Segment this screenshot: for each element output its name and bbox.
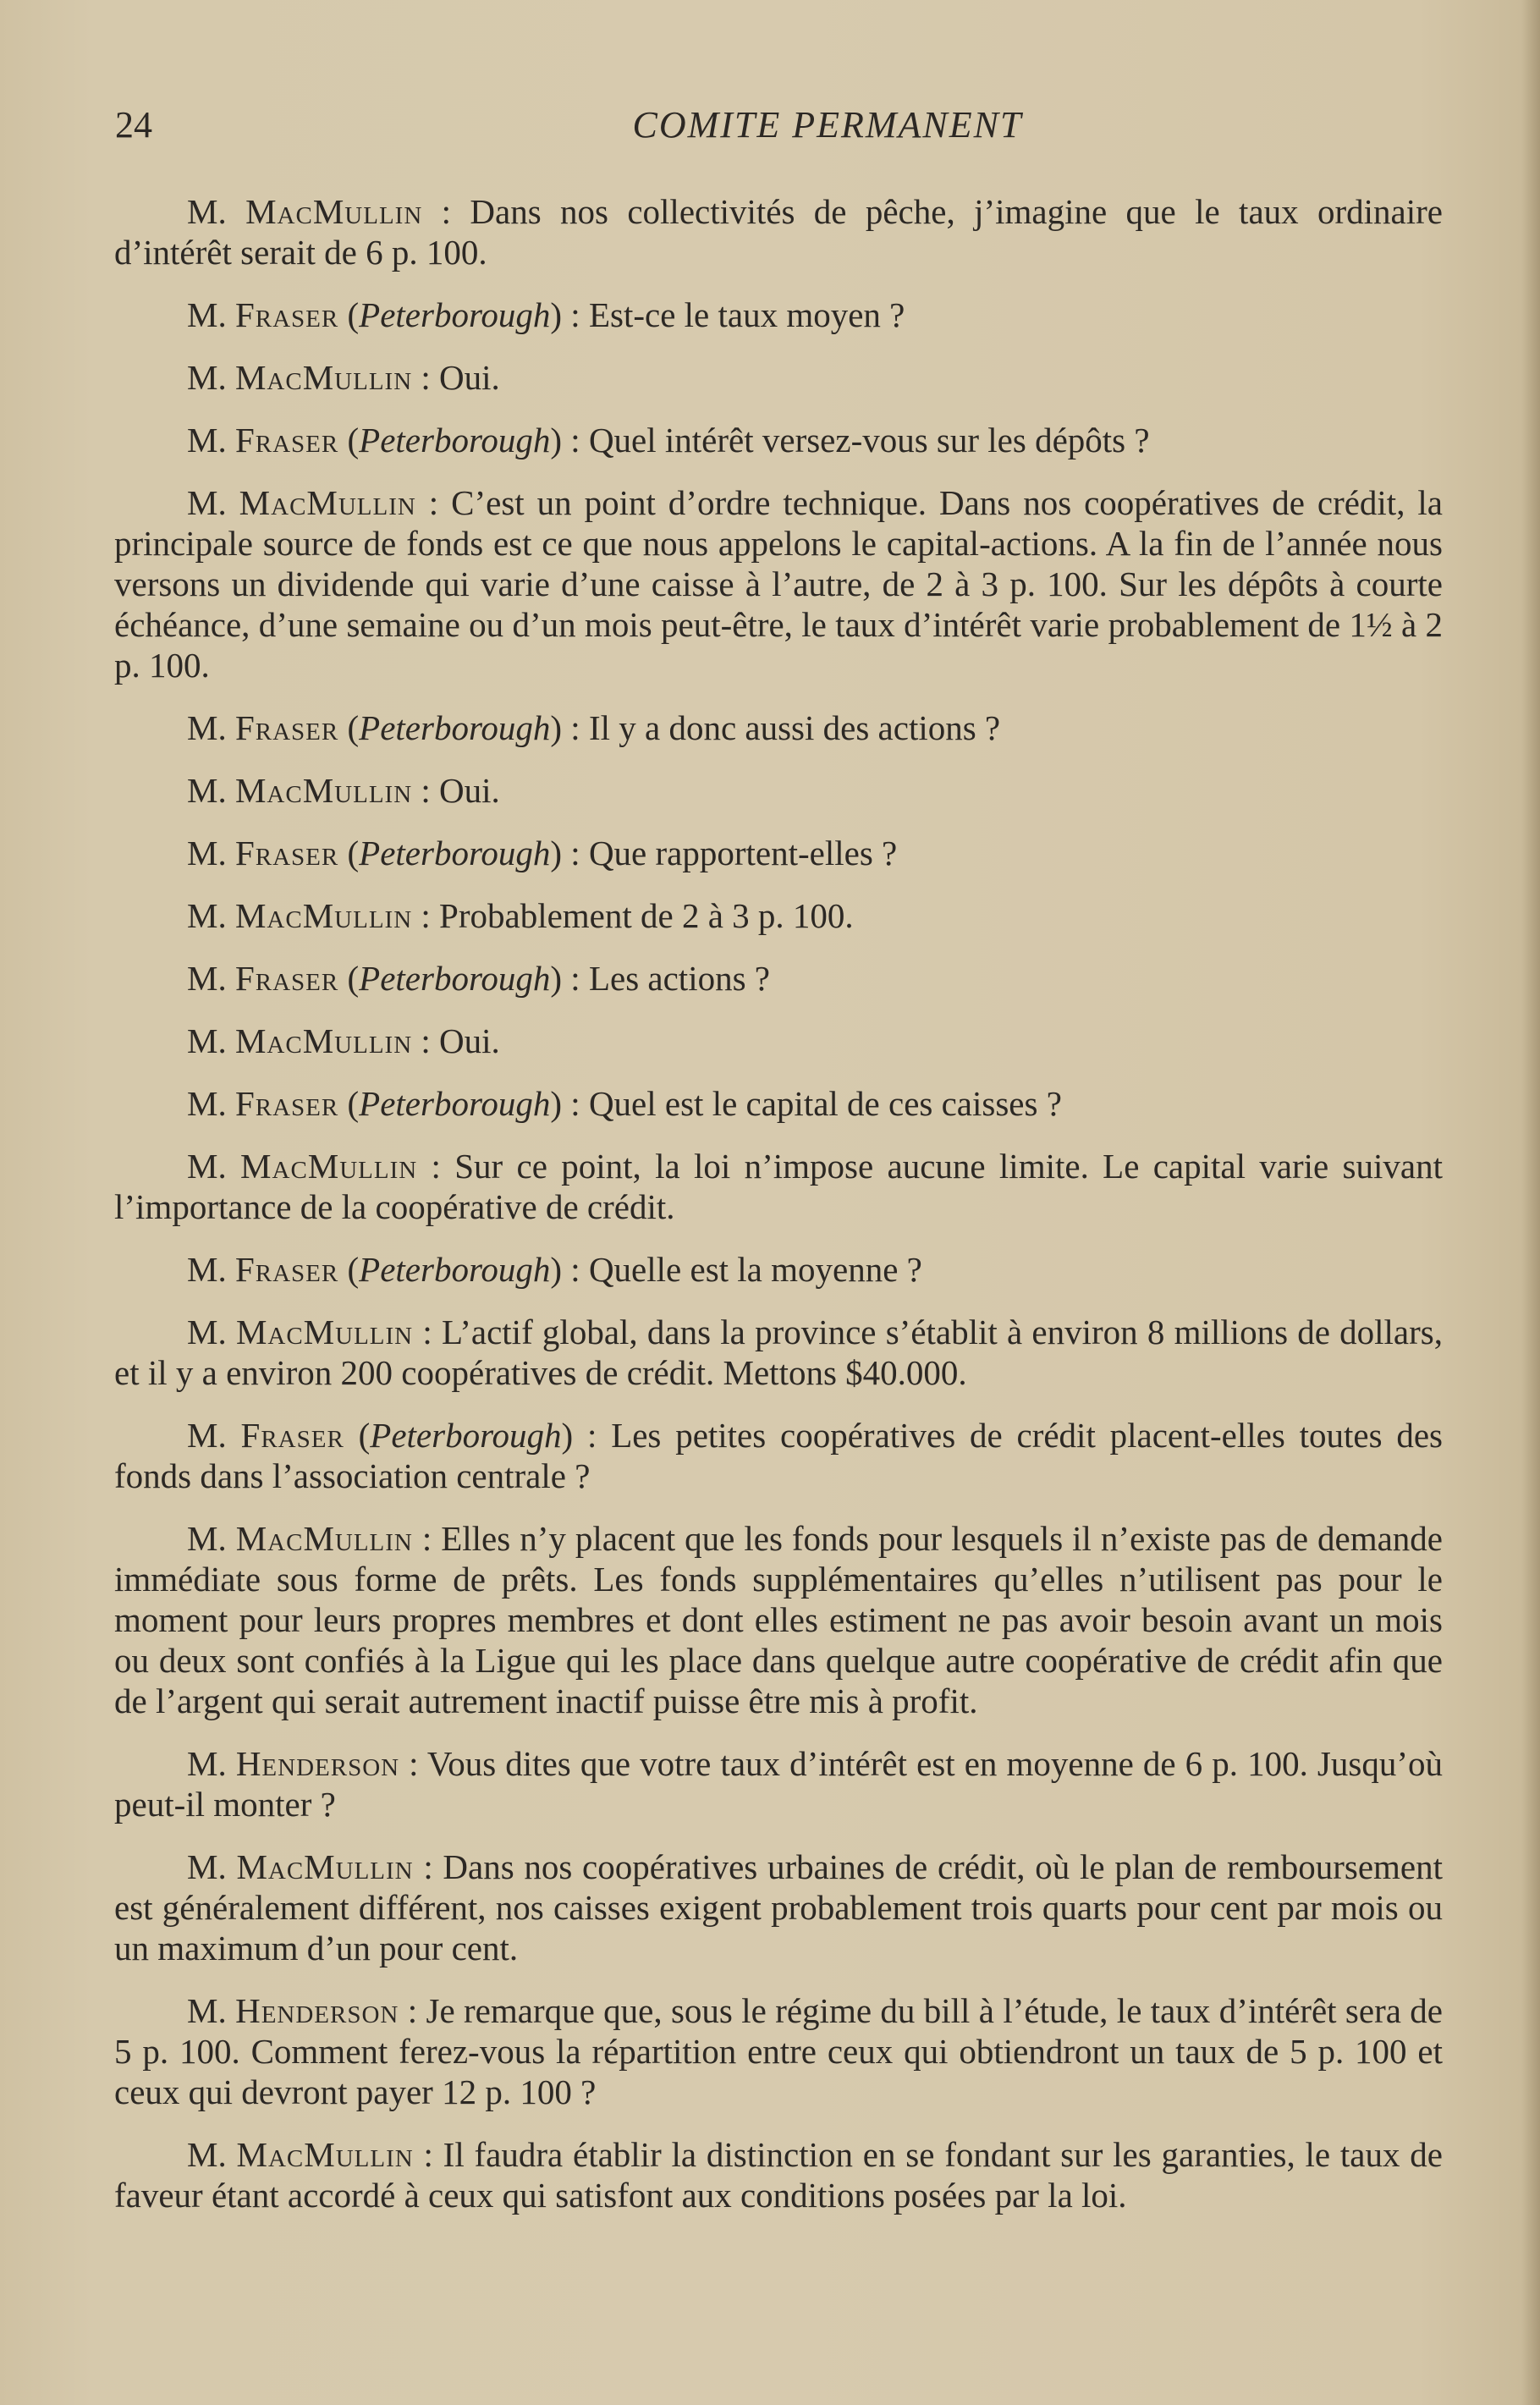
speaker-riding: Peterborough <box>359 421 551 460</box>
transcript-paragraph: M. Fraser (Peterborough) : Est-ce le taux moyen ? <box>187 295 905 334</box>
speaker-title: M. <box>187 1313 227 1351</box>
speech-text: Il y a donc aussi des actions ? <box>588 708 1001 747</box>
speaker-separator: : <box>562 708 589 747</box>
speaker-name: Fraser <box>234 1084 339 1123</box>
speaker-name: MacMullin <box>235 1519 413 1558</box>
speaker-separator: : <box>413 2135 443 2174</box>
transcript-paragraph <box>114 1846 1443 1968</box>
speaker-title: M. <box>187 1084 227 1123</box>
speech-text: Quel intérêt versez-vous sur les dépôts ? <box>588 421 1150 460</box>
speech-text: L’actif global, dans la province s’établit à environ 8 millions de dollars, et il y a environ 200 coopératives de crédit. Mettons $40.000. <box>114 1313 1443 1392</box>
speech-text: Dans nos coopératives urbaines de crédit, où le plan de remboursement est généralement différent, nos caisses exigent probablement trois quarts pour cent par mois ou un maximum d’un pour cent. <box>114 1847 1443 1967</box>
transcript-paragraph <box>114 2134 1443 2215</box>
speaker-title: M. <box>187 1519 227 1558</box>
speaker-separator: : <box>399 1991 426 2030</box>
speaker-name: MacMullin <box>236 1847 414 1886</box>
speaker-name: MacMullin <box>234 358 413 397</box>
speaker-name: Fraser <box>234 959 339 998</box>
speech-text: Oui. <box>439 1021 500 1060</box>
running-title: COMITE PERMANENT <box>632 104 1023 146</box>
speaker-separator: : <box>412 896 440 935</box>
speech-text: Oui. <box>439 358 500 397</box>
speaker-name: Fraser <box>234 421 339 460</box>
speaker-title: M. <box>187 1744 227 1783</box>
speaker-name: Fraser <box>234 708 339 747</box>
speaker-title: M. <box>187 1847 227 1886</box>
speaker-title: M. <box>187 1250 227 1289</box>
speaker-name: MacMullin <box>240 1147 418 1186</box>
transcript-paragraph: M. Fraser (Peterborough) : Que rapportent-elles ? <box>187 834 898 872</box>
speaker-separator: : <box>413 1847 443 1886</box>
speaker-separator: : <box>412 1021 440 1060</box>
speaker-title: M. <box>187 959 227 998</box>
speaker-separator: : <box>422 192 470 231</box>
speaker-title: M. <box>187 771 227 810</box>
speech-text: Il faudra établir la distinction en se fondant sur les garanties, le taux de faveur étant accordé à ceux qui satisfont aux conditions posées par la loi. <box>114 2135 1443 2215</box>
transcript-paragraph <box>114 895 1443 936</box>
speech-text: Sur ce point, la loi n’impose aucune limite. Le capital varie suivant l’importance de la coopérative de crédit. <box>114 1147 1443 1226</box>
speaker-separator: : <box>399 1744 427 1783</box>
transcript-body <box>114 191 1443 2237</box>
transcript-paragraph: M. Fraser (Peterborough) : Les petites coopératives de crédit placent-elles toutes des fonds dans l’association centrale ? <box>114 1416 1444 1495</box>
speaker-separator: : <box>573 1416 612 1455</box>
speech-text: Les actions ? <box>588 959 770 998</box>
page-edge-shadow <box>1521 0 1540 2405</box>
speaker-separator: : <box>562 1084 589 1123</box>
speech-text: Je remarque que, sous le régime du bill à l’étude, le taux d’intérêt sera de 5 p. 100. Comment ferez-vous la répartition entre ceux qui obtiendront un taux de 5 p. 100 et ceux qui devront payer 12 p. 100 ? <box>114 1991 1444 2111</box>
speaker-title: M. <box>187 421 227 460</box>
speaker-separator: : <box>417 1147 455 1186</box>
running-head <box>115 103 1438 154</box>
speaker-title: M. <box>187 896 227 935</box>
speaker-title: M. <box>187 1991 227 2030</box>
transcript-paragraph <box>114 357 1443 398</box>
speech-text: Que rapportent-elles ? <box>588 834 898 872</box>
transcript-paragraph <box>114 191 1443 272</box>
transcript-paragraph: M. Fraser (Peterborough) : Quelle est la moyenne ? <box>187 1250 922 1289</box>
page-number: 24 <box>115 104 152 146</box>
transcript-paragraph <box>114 1146 1443 1227</box>
speaker-separator: : <box>412 1519 442 1558</box>
speaker-name: Fraser <box>234 834 339 872</box>
speaker-riding: Peterborough <box>359 1084 551 1123</box>
transcript-paragraph <box>114 1518 1443 1721</box>
speech-text: C’est un point d’ordre technique. Dans nos coopératives de crédit, la principale source de fonds est ce que nous appelons le capital-actions. A la fin de l’année nous versons un dividende qui varie d’une caisse à l’autre, de 2 à 3 p. 100. Sur les dépôts à courte échéance, d’une semaine ou d’un mois peut-être, le taux d’intérêt varie probablement de 1½ à 2 p. 100. <box>114 483 1443 685</box>
speaker-name: Fraser <box>234 295 339 334</box>
transcript-paragraph <box>114 1743 1443 1824</box>
speech-text: Oui. <box>439 771 500 810</box>
speaker-name: MacMullin <box>234 896 413 935</box>
speaker-name: MacMullin <box>234 1021 413 1060</box>
speech-text: Quelle est la moyenne ? <box>588 1250 922 1289</box>
speaker-title: M. <box>187 1147 227 1186</box>
transcript-paragraph: M. Fraser (Peterborough) : Il y a donc aussi des actions ? <box>187 708 1001 747</box>
speaker-title: M. <box>187 1416 227 1455</box>
speaker-riding: Peterborough <box>359 959 551 998</box>
speaker-title: M. <box>187 295 227 334</box>
speaker-separator: : <box>413 1313 442 1351</box>
speaker-title: M. <box>187 1021 227 1060</box>
speech-text: Vous dites que votre taux d’intérêt est en moyenne de 6 p. 100. Jusqu’où peut-il monter ? <box>114 1744 1443 1824</box>
speaker-title: M. <box>187 192 227 231</box>
speaker-name: MacMullin <box>236 2135 414 2174</box>
speaker-separator: : <box>412 358 440 397</box>
speaker-name: Henderson <box>235 1744 400 1783</box>
transcript-paragraph: M. Fraser (Peterborough) : Quel intérêt versez-vous sur les dépôts ? <box>187 421 1150 460</box>
speaker-title: M. <box>187 483 227 522</box>
speaker-riding: Peterborough <box>359 1250 551 1289</box>
speaker-name: MacMullin <box>245 192 423 231</box>
speaker-separator: : <box>562 959 589 998</box>
speaker-separator: : <box>412 771 440 810</box>
transcript-paragraph <box>114 1990 1443 2112</box>
speaker-name: Fraser <box>234 1250 339 1289</box>
transcript-paragraph: M. Fraser (Peterborough) : Les actions ? <box>187 959 770 998</box>
speech-text: Quel est le capital de ces caisses ? <box>588 1084 1062 1123</box>
speaker-name: Fraser <box>240 1416 344 1455</box>
speaker-name: MacMullin <box>235 1313 414 1351</box>
speech-text: Elles n’y placent que les fonds pour lesquels il n’existe pas de demande immédiate sous forme de prêts. Les fonds supplémentaires qu’elles n’utilisent pas pour le moment pour leurs propres membres et dont elles estiment ne pas avoir besoin avant un mois ou deux sont confiés à la Ligue qui les place dans quelque autre coopérative de crédit afin que de l’argent qui serait autrement inactif puisse être mis à profit. <box>114 1519 1443 1720</box>
speaker-riding: Peterborough <box>359 708 551 747</box>
transcript-paragraph <box>114 770 1443 811</box>
speech-text: Probablement de 2 à 3 p. 100. <box>439 896 854 935</box>
speech-text: Est-ce le taux moyen ? <box>588 295 905 334</box>
speaker-riding: Peterborough <box>359 295 551 334</box>
transcript-paragraph: M. Fraser (Peterborough) : Quel est le capital de ces caisses ? <box>187 1084 1062 1123</box>
speaker-separator: : <box>562 421 589 460</box>
transcript-paragraph <box>114 482 1443 685</box>
speaker-riding: Peterborough <box>359 834 551 872</box>
speaker-separator: : <box>562 1250 589 1289</box>
speaker-name: MacMullin <box>234 771 413 810</box>
speech-text: Les petites coopératives de crédit placent-elles toutes des fonds dans l’association centrale ? <box>114 1416 1444 1495</box>
speaker-title: M. <box>187 834 227 872</box>
speaker-title: M. <box>187 358 227 397</box>
speaker-name: MacMullin <box>239 483 416 522</box>
speech-text: Dans nos collectivités de pêche, j’imagine que le taux ordinaire d’intérêt serait de 6 p. 100. <box>114 192 1443 272</box>
speaker-riding: Peterborough <box>370 1416 562 1455</box>
speaker-name: Henderson <box>235 1991 399 2030</box>
transcript-paragraph <box>114 1021 1443 1061</box>
speaker-separator: : <box>415 483 452 522</box>
speaker-title: M. <box>187 708 227 747</box>
speaker-separator: : <box>562 834 589 872</box>
transcript-paragraph <box>114 1312 1443 1393</box>
speaker-separator: : <box>562 295 589 334</box>
speaker-title: M. <box>187 2135 227 2174</box>
